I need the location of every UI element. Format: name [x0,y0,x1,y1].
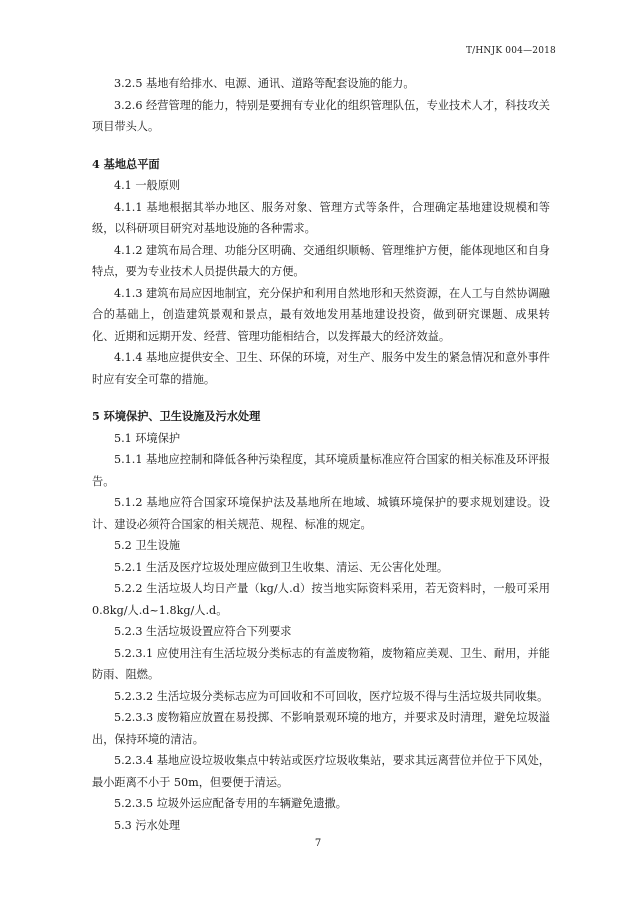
clause-5-2-3: 5.2.3 生活垃圾设置应符合下列要求 [114,625,292,638]
page-number: 7 [314,838,322,849]
clause-5-2-3-1: 5.2.3.1 应使用注有生活垃圾分类标志的有盖废物箱，废物箱应美观、卫生、耐用，并能防雨、阻燃。 [92,646,550,681]
clause-5-2-1: 5.2.1 生活及医疗垃圾处理应做到卫生收集、清运、无公害化处理。 [114,560,449,574]
clause-5-2-2: 5.2.2 生活垃圾人均日产量（kg/人.d）按当地实际资料采用，若无资料时，一般可采用 0.8kg/人.d~1.8kg/人.d。 [92,582,550,617]
subsection-4-1: 4.1 一般原则 [114,179,181,192]
subsection-5-3: 5.3 污水处理 [114,818,181,832]
clause-5-1-2: 5.1.2 基地应符合国家环境保护法及基地所在地域、城镇环境保护的要求规划建设。设计、建设必须符合国家的相关规范、规程、标准的规定。 [92,496,550,531]
clause-4-1-3: 4.1.3 建筑布局应因地制宜，充分保护和利用自然地形和天然资源，在人工与自然协调融合的基础上，创造建筑景观和景点，最有效地发用基地建设投资，做到研究课题、成果转化、近期和远期开发、经营、管理功能相结合，以发挥最大的经济效益。 [92,286,550,343]
clause-5-2-3-4: 5.2.3.4 基地应设垃圾收集点中转站或医疗垃圾收集站，要求其远离营位并位于下风处，最小距离不小于 50m，但要便于清运。 [92,754,550,789]
clause-4-1-1: 4.1.1 基地根据其举办地区、服务对象、管理方式等条件，合理确定基地建设规模和等级，以科研项目研究对基地设施的各种需求。 [92,200,550,235]
document-code-header: T/HNJK 004—2018 [465,46,556,56]
clause-4-1-2: 4.1.2 建筑布局合理、功能分区明确、交通组织顺畅、管理维护方便，能体现地区和自身特点，要为专业技术人员提供最大的方便。 [92,243,550,278]
clause-4-1-4: 4.1.4 基地应提供安全、卫生、环保的环境，对生产、服务中发生的紧急情况和意外事件时应有安全可靠的措施。 [92,351,550,386]
clause-3-2-5: 3.2.5 基地有给排水、电源、通讯、道路等配套设施的能力。 [114,77,415,90]
section-heading-5: 5 环境保护、卫生设施及污水处理 [92,409,261,423]
clause-5-1-1: 5.1.1 基地应控制和降低各种污染程度，其环境质量标准应符合国家的相关标准及环评报告。 [92,453,550,488]
subsection-5-2: 5.2 卫生设施 [114,539,181,552]
clause-5-2-3-2: 5.2.3.2 生活垃圾分类标志应为可回收和不可回收，医疗垃圾不得与生活垃圾共同收集。 [114,689,549,703]
subsection-5-1: 5.1 环境保护 [114,431,181,445]
section-heading-4: 4 基地总平面 [92,156,160,171]
clause-5-2-3-5: 5.2.3.5 垃圾外运应配备专用的车辆避免遗撒。 [114,797,347,810]
clause-3-2-6: 3.2.6 经营管理的能力，特别是要拥有专业化的组织管理队伍，专业技术人才，科技攻关项目带头人。 [92,98,550,133]
clause-5-2-3-3: 5.2.3.3 废物箱应放置在易投掷、不影响景观环境的地方，并要求及时清理，避免垃圾溢出，保持环境的清洁。 [92,711,550,746]
document-body [92,73,550,836]
